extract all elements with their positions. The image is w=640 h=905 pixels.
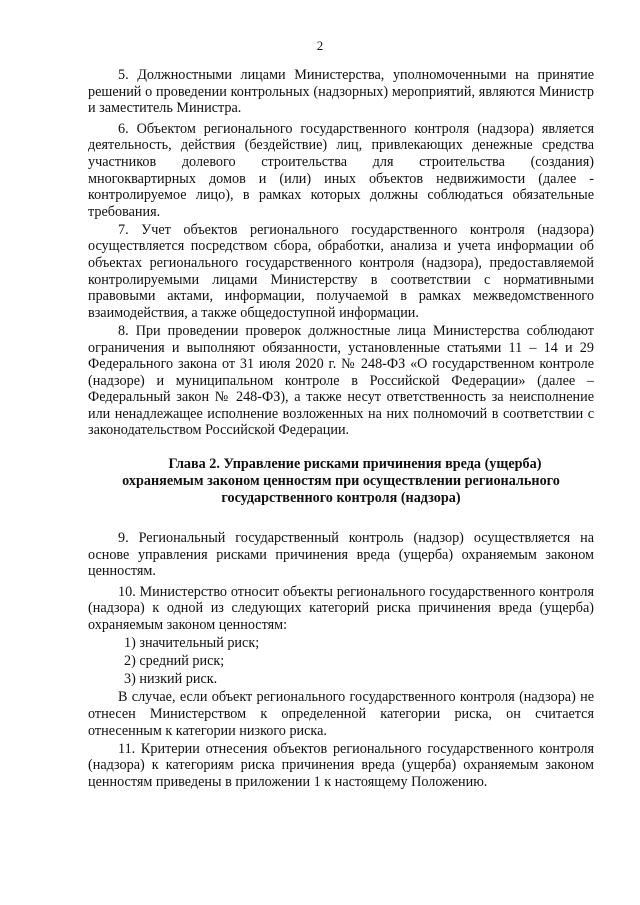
document-body	[88, 67, 594, 792]
chapter-2-heading	[88, 456, 594, 507]
paragraph-default-risk-category: В случае, если объект регионального государственного контроля (надзора) не отнесен Министерством к определенной категории риска, он считается отнесенным к категории низкого риска.	[88, 689, 594, 739]
risk-category-medium: 2) средний риск;	[124, 653, 225, 670]
risk-category-low: 3) низкий риск.	[124, 671, 218, 688]
paragraph-11: 11. Критерии отнесения объектов регионального государственного контроля (надзора) к категориям риска причинения вреда (ущерба) охраняемым законом ценностям приведены в приложении 1 к настоящему Положению.	[88, 740, 594, 790]
paragraph-5: 5. Должностными лицами Министерства, уполномоченными на принятие решений о проведении контрольных (надзорных) мероприятий, являются Министр и заместитель Министра.	[88, 67, 594, 117]
chapter-heading-line-2: охраняемым законом ценностям при осуществлении регионального	[122, 473, 560, 490]
paragraph-6: 6. Объектом регионального государственного контроля (надзора) является деятельность, действия (бездействие) лиц, привлекающих денежные средства участников долевого строительства для строительства (создания) многоквартирных домов и (или) иных объектов недвижимости (далее - контролируемое лицо), в рамках которых должны соблюдаться обязательные требования.	[88, 120, 594, 220]
paragraph-10: 10. Министерство относит объекты регионального государственного контроля (надзора) к одной из следующих категорий риска причинения вреда (ущерба) охраняемым законом ценностям:	[88, 583, 594, 634]
paragraph-8: 8. При проведении проверок должностные лица Министерства соблюдают ограничения и выполняют обязанности, установленные статьями 11 – 14 и 29 Федерального закона от 31 июля 2020 г. № 248-ФЗ «О государственном контроле (надзоре) и муниципальном контроле в Российской Федерации» (далее – Федеральный закон № 248-ФЗ), а также несут ответственность за неисполнение или ненадлежащее исполнение возложенных на них полномочий в соответствии с законодательством Российской Федерации.	[88, 322, 594, 439]
risk-category-list	[88, 635, 594, 688]
paragraph-9: 9. Региональный государственный контроль (надзор) осуществляется на основе управления рисками причинения вреда (ущерба) охраняемым законом ценностям.	[88, 530, 594, 580]
chapter-heading-line-1: Глава 2. Управление рисками причинения вреда (ущерба)	[168, 456, 542, 473]
risk-category-significant: 1) значительный риск;	[124, 635, 260, 652]
paragraph-7: 7. Учет объектов регионального государственного контроля (надзора) осуществляется посредством сбора, обработки, анализа и учета информации об объектах регионального государственного контроля (надзора), предоставляемой контролируемыми лицами Министерству в соответствии с нормативными правовыми актами, информации, получаемой в рамках межведомственного взаимодействия, а также общедоступной информации.	[88, 221, 594, 321]
page-number: 2	[316, 38, 324, 53]
chapter-heading-line-3: государственного контроля (надзора)	[221, 490, 461, 507]
